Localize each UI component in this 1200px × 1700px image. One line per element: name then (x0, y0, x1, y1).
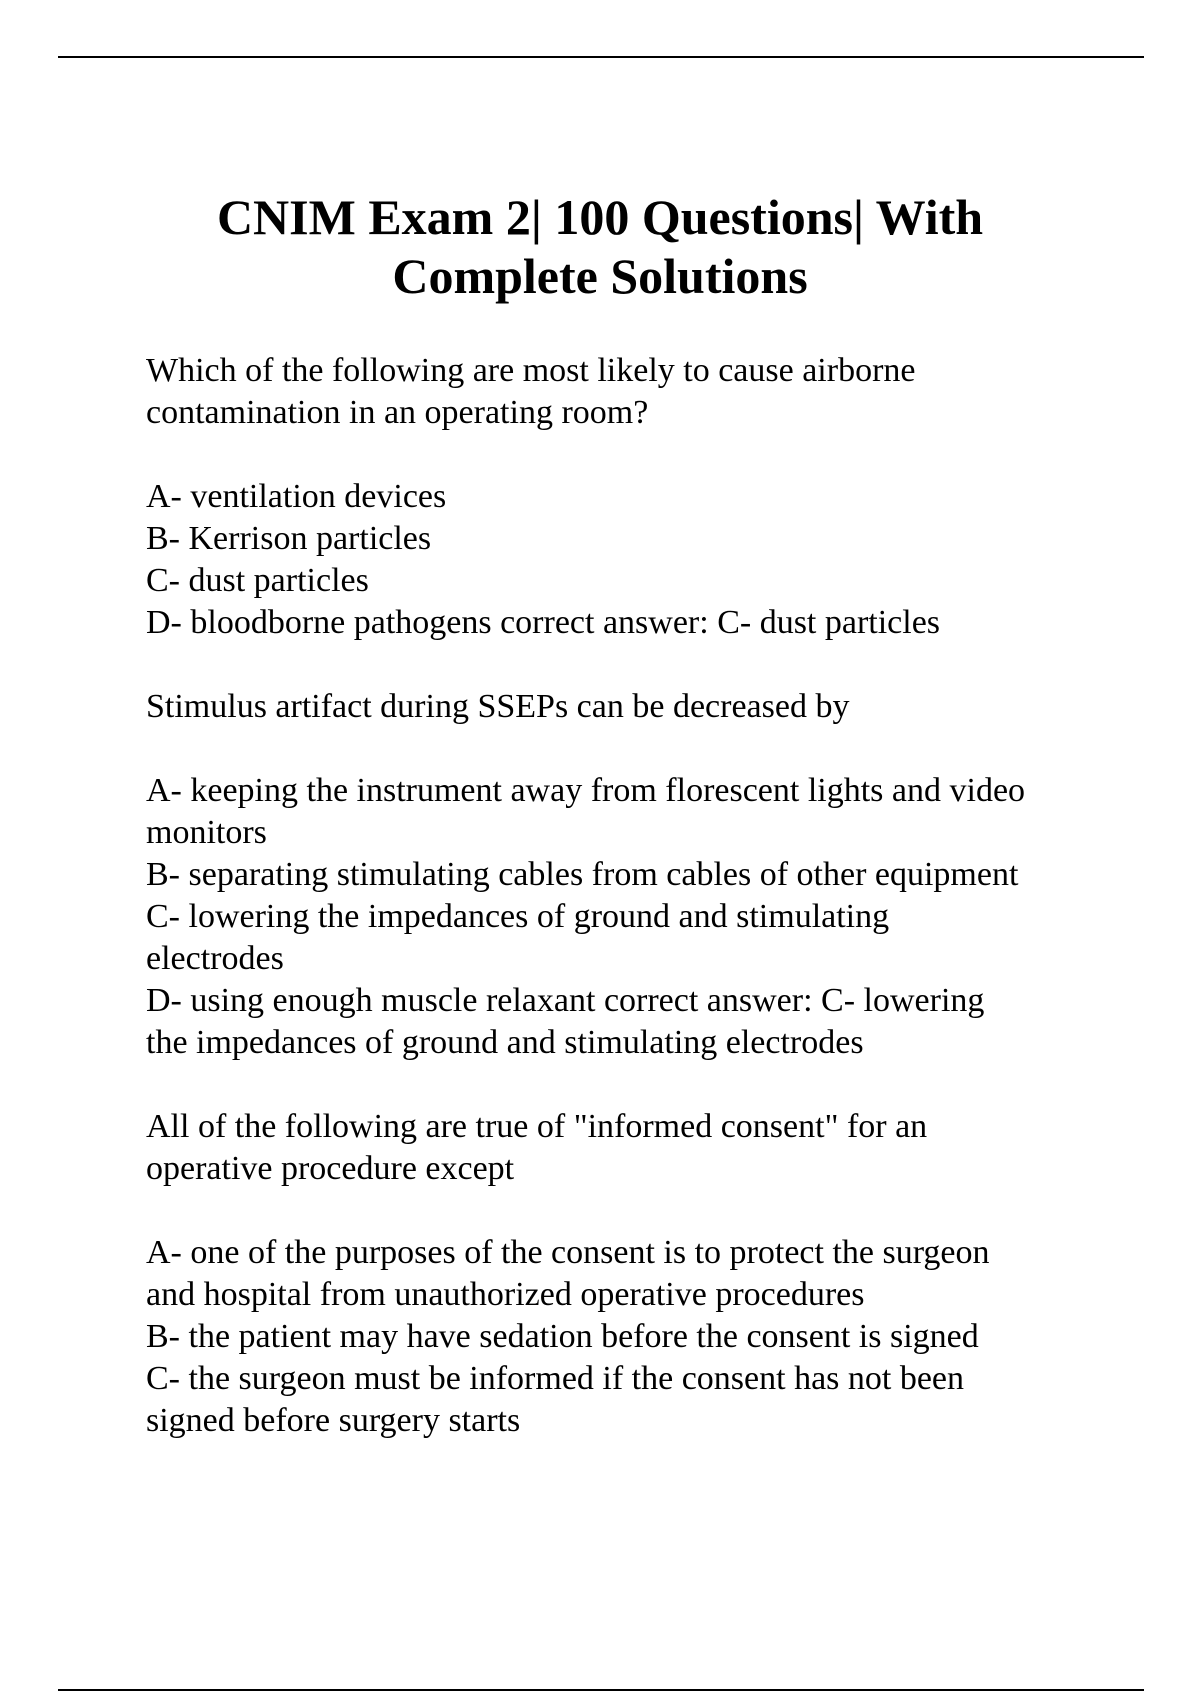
prompt-line: Stimulus artifact during SSEPs can be decreased by (146, 688, 850, 725)
question-2-prompt (146, 686, 1146, 728)
prompt-line: Which of the following are most likely to cause airborne (146, 352, 916, 389)
question-1 (146, 350, 1146, 644)
option-line: electrodes (146, 940, 284, 977)
option-line: the impedances of ground and stimulating electrodes (146, 1024, 864, 1061)
question-3-prompt (146, 1106, 1146, 1190)
document-body (146, 350, 1146, 1442)
option-line: and hospital from unauthorized operative procedures (146, 1276, 865, 1313)
option-line: monitors (146, 814, 267, 851)
option-line: A- one of the purposes of the consent is to protect the surgeon (146, 1234, 990, 1271)
question-3-options (146, 1232, 1146, 1442)
question-2-options (146, 770, 1146, 1064)
option-line: signed before surgery starts (146, 1402, 521, 1439)
option-line: A- ventilation devices (146, 478, 447, 515)
option-line: B- Kerrison particles (146, 520, 432, 557)
top-rule (58, 56, 1144, 58)
question-1-options (146, 476, 1146, 644)
title-line: CNIM Exam 2| 100 Questions| With (216, 189, 984, 245)
option-line: B- the patient may have sedation before the consent is signed (146, 1318, 979, 1355)
option-line: A- keeping the instrument away from florescent lights and video (146, 772, 1026, 809)
option-line: D- using enough muscle relaxant correct answer: C- lowering (146, 982, 985, 1019)
prompt-line: operative procedure except (146, 1150, 515, 1187)
bottom-rule (58, 1689, 1144, 1691)
option-line: D- bloodborne pathogens correct answer: C- dust particles (146, 604, 941, 641)
prompt-line: All of the following are true of "informed consent" for an (146, 1108, 928, 1145)
question-2 (146, 686, 1146, 1064)
prompt-line: contamination in an operating room? (146, 394, 649, 431)
question-3 (146, 1106, 1146, 1442)
option-line: C- lowering the impedances of ground and stimulating (146, 898, 890, 935)
option-line: C- the surgeon must be informed if the consent has not been (146, 1360, 965, 1397)
title-line: Complete Solutions (392, 248, 808, 304)
page-title (100, 188, 1100, 306)
question-1-prompt (146, 350, 1146, 434)
option-line: C- dust particles (146, 562, 369, 599)
option-line: B- separating stimulating cables from cables of other equipment (146, 856, 1019, 893)
